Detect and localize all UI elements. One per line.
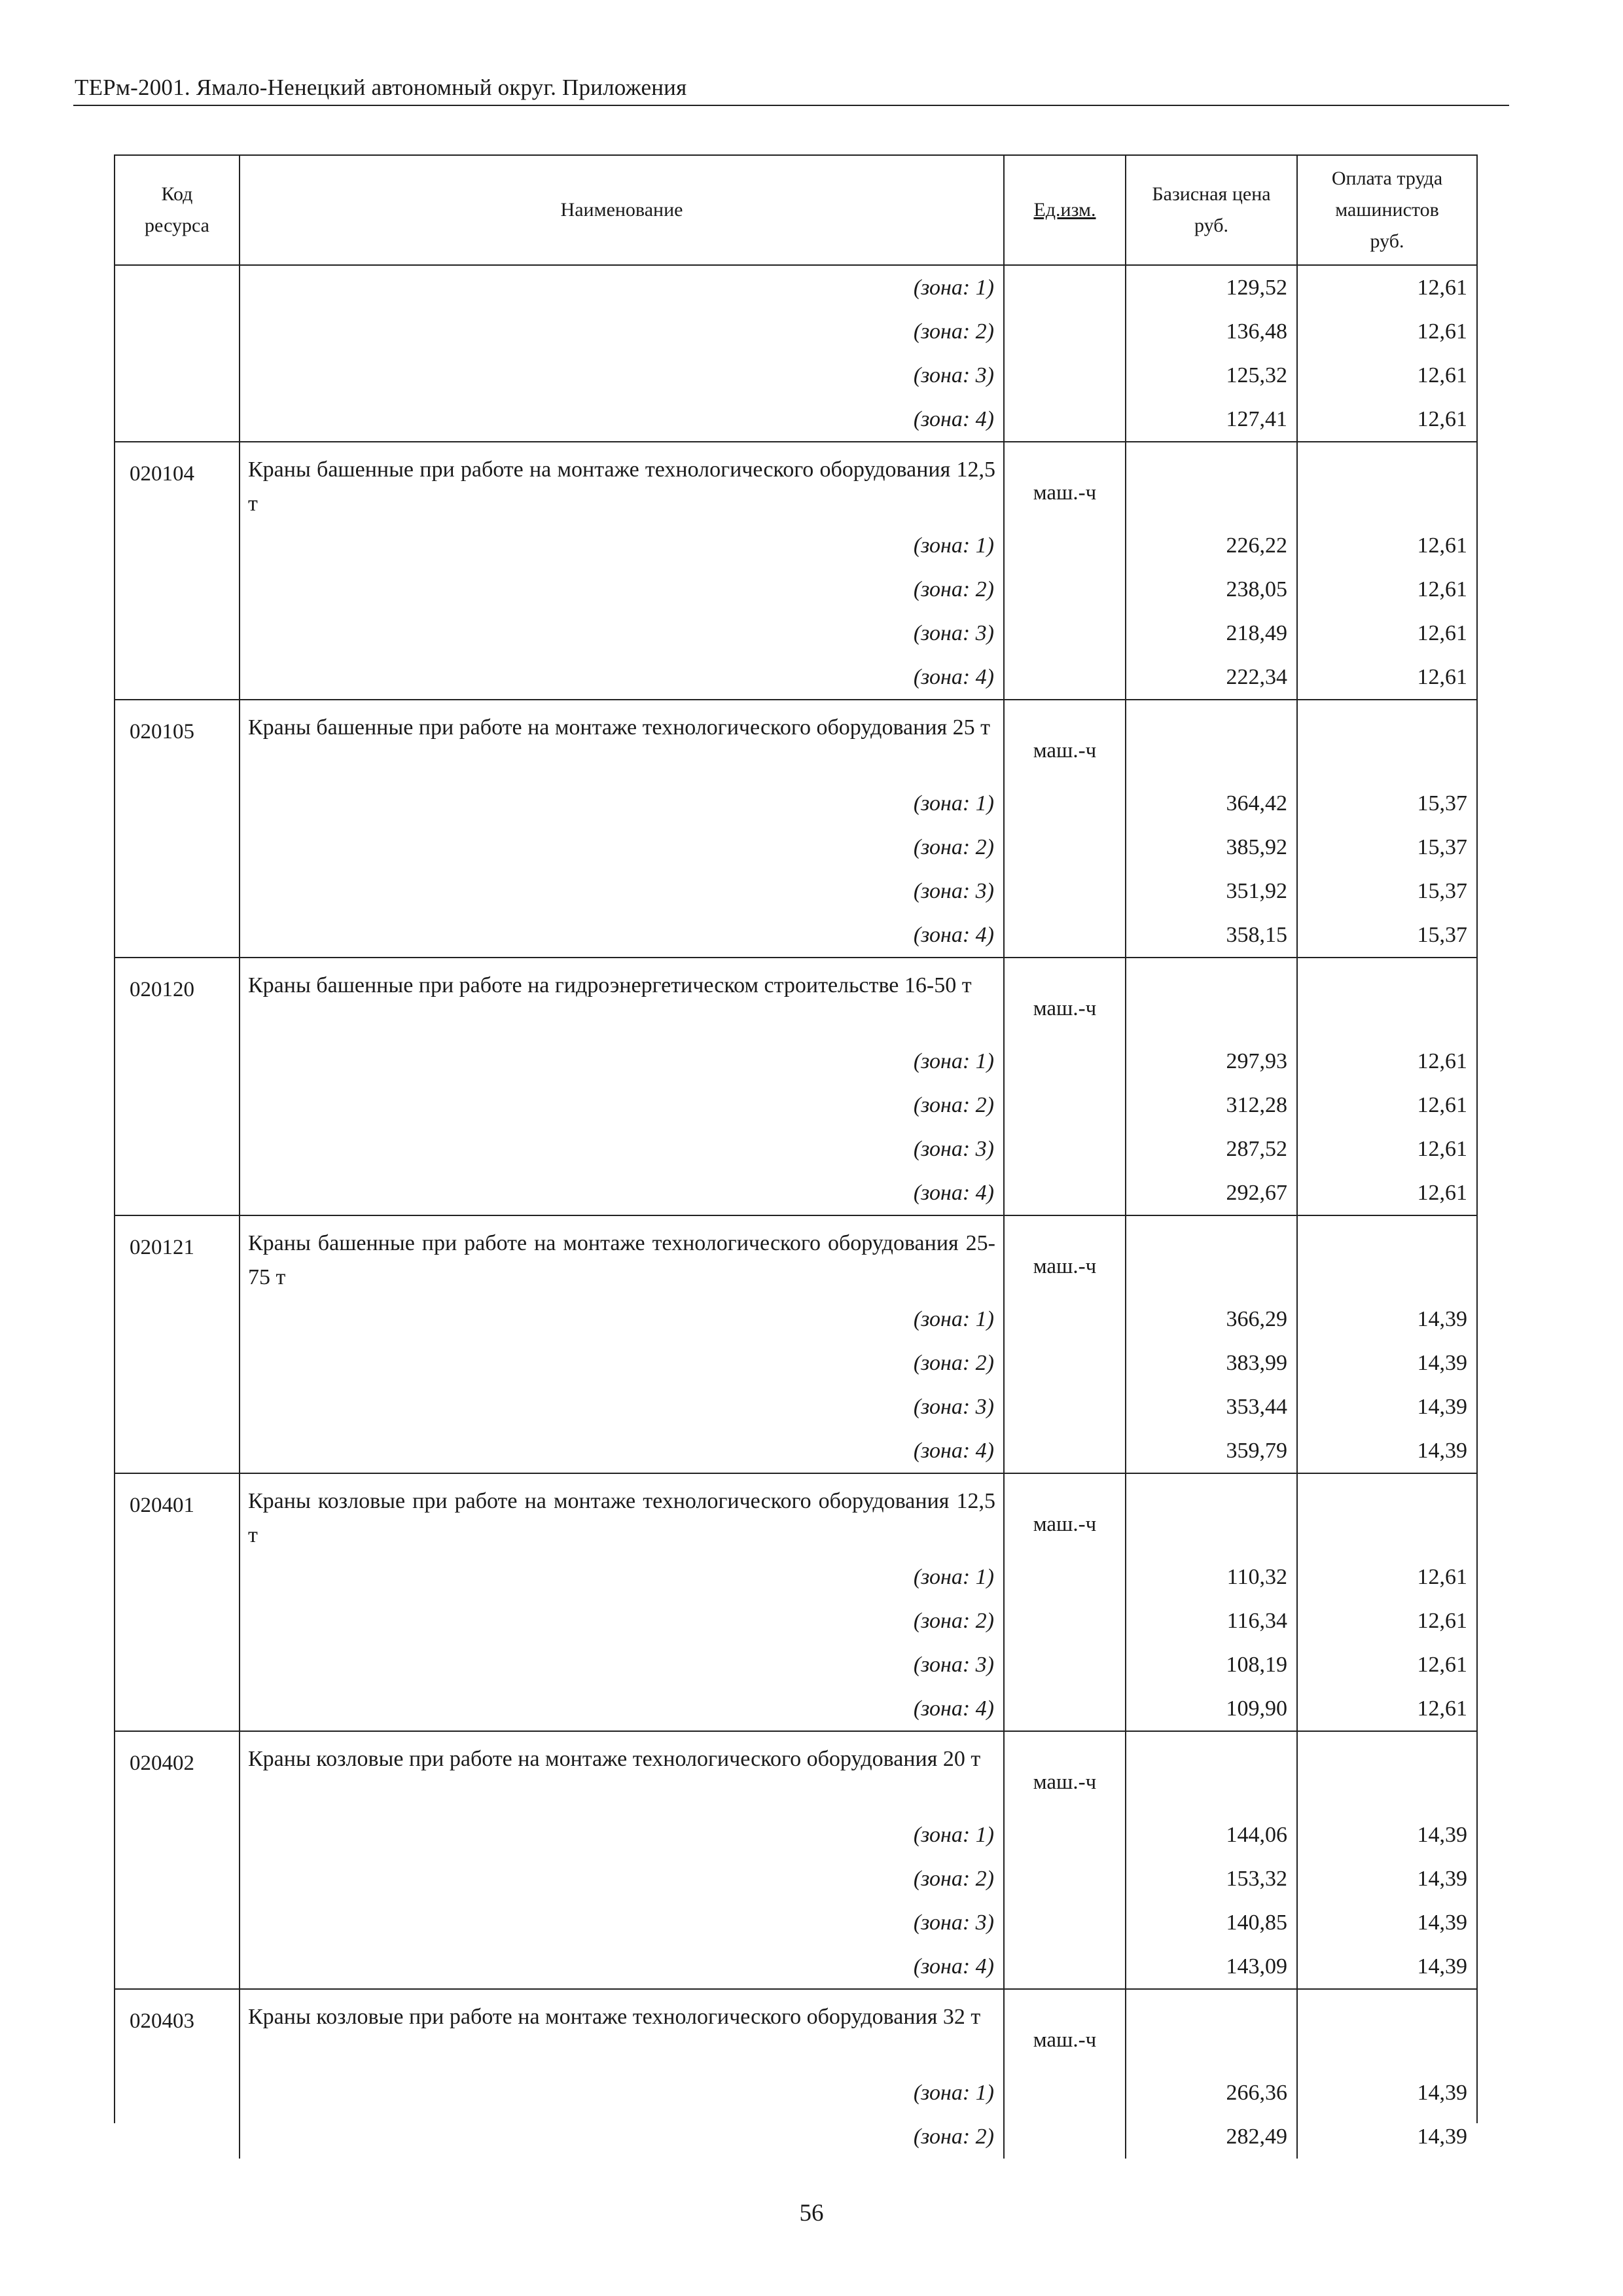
zone-unit-cell [1004, 397, 1126, 442]
zone-code-cell [115, 310, 240, 353]
zone-row [115, 1039, 1476, 1083]
resource-pay-cell [1297, 442, 1476, 524]
zone-unit-cell [1004, 1429, 1126, 1473]
zone-label: (зона: 3) [240, 611, 1004, 655]
zone-unit-cell [1004, 1857, 1126, 1901]
zone-unit-cell [1004, 825, 1126, 869]
base-price-value: 109,90 [1126, 1687, 1297, 1731]
operator-pay-value: 14,39 [1297, 2115, 1476, 2159]
operator-pay-value: 12,61 [1297, 1127, 1476, 1171]
base-price-value: 238,05 [1126, 567, 1297, 611]
base-price-value: 385,92 [1126, 825, 1297, 869]
zone-label: (зона: 3) [240, 1385, 1004, 1429]
operator-pay-value: 12,61 [1297, 310, 1476, 353]
column-header-price-line: руб. [1194, 215, 1228, 236]
zone-row [115, 1599, 1476, 1643]
base-price-value: 129,52 [1126, 265, 1297, 310]
zone-unit-cell [1004, 1297, 1126, 1341]
base-price-value: 218,49 [1126, 611, 1297, 655]
zone-label: (зона: 1) [240, 1555, 1004, 1599]
zone-code-cell [115, 1429, 240, 1473]
operator-pay-value: 12,61 [1297, 655, 1476, 700]
zone-unit-cell [1004, 1127, 1126, 1171]
zone-row [115, 1687, 1476, 1731]
base-price-value: 364,42 [1126, 781, 1297, 825]
operator-pay-value: 12,61 [1297, 1039, 1476, 1083]
column-header-pay-line: руб. [1370, 230, 1404, 252]
operator-pay-value: 12,61 [1297, 265, 1476, 310]
resource-pay-cell [1297, 1989, 1476, 2071]
base-price-value: 366,29 [1126, 1297, 1297, 1341]
operator-pay-value: 12,61 [1297, 1643, 1476, 1687]
base-price-value: 358,15 [1126, 913, 1297, 958]
zone-unit-cell [1004, 353, 1126, 397]
zone-row [115, 2071, 1476, 2115]
operator-pay-value: 12,61 [1297, 611, 1476, 655]
zone-label: (зона: 2) [240, 567, 1004, 611]
column-header-code-line: Код [161, 183, 193, 205]
column-header-code-line: ресурса [145, 215, 209, 236]
resource-unit: маш.-ч [1004, 1989, 1126, 2071]
zone-unit-cell [1004, 1555, 1126, 1599]
table-header [115, 156, 1476, 265]
resource-name: Краны башенные при работе на монтаже технологического оборудования 25 т [240, 700, 1004, 781]
resource-pay-cell [1297, 1473, 1476, 1555]
resource-price-cell [1126, 1215, 1297, 1297]
zone-label: (зона: 4) [240, 1945, 1004, 1989]
operator-pay-value: 15,37 [1297, 781, 1476, 825]
zone-code-cell [115, 1813, 240, 1857]
zone-code-cell [115, 825, 240, 869]
operator-pay-value: 14,39 [1297, 1429, 1476, 1473]
zone-unit-cell [1004, 1341, 1126, 1385]
zone-code-cell [115, 869, 240, 913]
resource-price-cell [1126, 1731, 1297, 1813]
zone-code-cell [115, 1297, 240, 1341]
operator-pay-value: 14,39 [1297, 1857, 1476, 1901]
zone-label: (зона: 2) [240, 2115, 1004, 2159]
zone-label: (зона: 2) [240, 1599, 1004, 1643]
zone-code-cell [115, 1857, 240, 1901]
zone-unit-cell [1004, 1643, 1126, 1687]
zone-code-cell [115, 567, 240, 611]
zone-unit-cell [1004, 310, 1126, 353]
resource-unit: маш.-ч [1004, 700, 1126, 781]
resource-unit: маш.-ч [1004, 1473, 1126, 1555]
zone-label: (зона: 4) [240, 1171, 1004, 1215]
zone-code-cell [115, 265, 240, 310]
resource-row [115, 1989, 1476, 2071]
operator-pay-value: 14,39 [1297, 1945, 1476, 1989]
resource-price-cell [1126, 1473, 1297, 1555]
base-price-value: 140,85 [1126, 1901, 1297, 1945]
zone-unit-cell [1004, 913, 1126, 958]
zone-label: (зона: 4) [240, 913, 1004, 958]
resource-row [115, 442, 1476, 524]
resource-code: 020104 [115, 442, 240, 524]
zone-unit-cell [1004, 1945, 1126, 1989]
zone-label: (зона: 3) [240, 869, 1004, 913]
zone-label: (зона: 2) [240, 1341, 1004, 1385]
zone-label: (зона: 4) [240, 655, 1004, 700]
operator-pay-value: 12,61 [1297, 397, 1476, 442]
zone-row [115, 1901, 1476, 1945]
zone-label: (зона: 1) [240, 1039, 1004, 1083]
price-table-container [114, 154, 1478, 2149]
resource-name: Краны башенные при работе на монтаже технологического оборудования 12,5 т [240, 442, 1004, 524]
zone-row [115, 611, 1476, 655]
zone-code-cell [115, 2115, 240, 2159]
zone-code-cell [115, 1385, 240, 1429]
column-header-pay [1297, 156, 1476, 265]
zone-row [115, 1429, 1476, 1473]
resource-unit: маш.-ч [1004, 1731, 1126, 1813]
zone-row [115, 869, 1476, 913]
base-price-value: 282,49 [1126, 2115, 1297, 2159]
zone-code-cell [115, 655, 240, 700]
zone-code-cell [115, 397, 240, 442]
resource-code: 020403 [115, 1989, 240, 2071]
header-rule [73, 105, 1509, 106]
resource-name: Краны козловые при работе на монтаже технологического оборудования 20 т [240, 1731, 1004, 1813]
base-price-value: 143,09 [1126, 1945, 1297, 1989]
operator-pay-value: 12,61 [1297, 524, 1476, 567]
base-price-value: 108,19 [1126, 1643, 1297, 1687]
price-table [115, 156, 1476, 2159]
zone-label: (зона: 2) [240, 1083, 1004, 1127]
resource-row [115, 1473, 1476, 1555]
zone-code-cell [115, 353, 240, 397]
base-price-value: 312,28 [1126, 1083, 1297, 1127]
zone-code-cell [115, 1555, 240, 1599]
column-header-name: Наименование [240, 156, 1004, 265]
base-price-value: 136,48 [1126, 310, 1297, 353]
base-price-value: 287,52 [1126, 1127, 1297, 1171]
column-header-price-line: Базисная цена [1152, 183, 1271, 205]
zone-row [115, 1945, 1476, 1989]
zone-row [115, 1341, 1476, 1385]
resource-name: Краны козловые при работе на монтаже технологического оборудования 12,5 т [240, 1473, 1004, 1555]
operator-pay-value: 12,61 [1297, 353, 1476, 397]
base-price-value: 125,32 [1126, 353, 1297, 397]
zone-unit-cell [1004, 1039, 1126, 1083]
zone-code-cell [115, 781, 240, 825]
column-header-unit: Ед.изм. [1004, 156, 1126, 265]
base-price-value: 144,06 [1126, 1813, 1297, 1857]
zone-row [115, 1083, 1476, 1127]
resource-code: 020401 [115, 1473, 240, 1555]
resource-pay-cell [1297, 700, 1476, 781]
zone-code-cell [115, 1127, 240, 1171]
operator-pay-value: 14,39 [1297, 1813, 1476, 1857]
zone-code-cell [115, 1945, 240, 1989]
zone-label: (зона: 3) [240, 1643, 1004, 1687]
zone-label: (зона: 4) [240, 1429, 1004, 1473]
resource-unit: маш.-ч [1004, 958, 1126, 1039]
resource-pay-cell [1297, 958, 1476, 1039]
operator-pay-value: 14,39 [1297, 1385, 1476, 1429]
base-price-value: 266,36 [1126, 2071, 1297, 2115]
base-price-value: 359,79 [1126, 1429, 1297, 1473]
zone-row [115, 913, 1476, 958]
zone-unit-cell [1004, 1687, 1126, 1731]
zone-unit-cell [1004, 2071, 1126, 2115]
zone-label: (зона: 1) [240, 265, 1004, 310]
operator-pay-value: 12,61 [1297, 567, 1476, 611]
operator-pay-value: 14,39 [1297, 2071, 1476, 2115]
zone-code-cell [115, 1083, 240, 1127]
zone-row [115, 1813, 1476, 1857]
base-price-value: 353,44 [1126, 1385, 1297, 1429]
resource-code: 020121 [115, 1215, 240, 1297]
operator-pay-value: 14,39 [1297, 1901, 1476, 1945]
zone-row [115, 1127, 1476, 1171]
zone-label: (зона: 1) [240, 2071, 1004, 2115]
zone-label: (зона: 2) [240, 825, 1004, 869]
resource-name: Краны козловые при работе на монтаже технологического оборудования 32 т [240, 1989, 1004, 2071]
base-price-value: 226,22 [1126, 524, 1297, 567]
zone-row [115, 397, 1476, 442]
zone-unit-cell [1004, 1171, 1126, 1215]
resource-name: Краны башенные при работе на монтаже технологического оборудования 25-75 т [240, 1215, 1004, 1297]
resource-unit: маш.-ч [1004, 1215, 1126, 1297]
zone-code-cell [115, 1901, 240, 1945]
zone-label: (зона: 1) [240, 524, 1004, 567]
zone-code-cell [115, 1341, 240, 1385]
zone-row [115, 1297, 1476, 1341]
base-price-value: 222,34 [1126, 655, 1297, 700]
zone-code-cell [115, 1643, 240, 1687]
running-header: ТЕРм-2001. Ямало-Ненецкий автономный округ. Приложения [75, 75, 687, 100]
zone-unit-cell [1004, 1599, 1126, 1643]
zone-row [115, 310, 1476, 353]
operator-pay-value: 12,61 [1297, 1171, 1476, 1215]
zone-unit-cell [1004, 567, 1126, 611]
resource-code: 020105 [115, 700, 240, 781]
operator-pay-value: 15,37 [1297, 825, 1476, 869]
zone-row [115, 781, 1476, 825]
zone-label: (зона: 1) [240, 781, 1004, 825]
operator-pay-value: 12,61 [1297, 1687, 1476, 1731]
zone-unit-cell [1004, 611, 1126, 655]
operator-pay-value: 15,37 [1297, 913, 1476, 958]
operator-pay-value: 15,37 [1297, 869, 1476, 913]
zone-row [115, 353, 1476, 397]
zone-label: (зона: 3) [240, 1127, 1004, 1171]
zone-label: (зона: 3) [240, 1901, 1004, 1945]
resource-row [115, 700, 1476, 781]
base-price-value: 383,99 [1126, 1341, 1297, 1385]
zone-unit-cell [1004, 1901, 1126, 1945]
resource-name: Краны башенные при работе на гидроэнергетическом строительстве 16-50 т [240, 958, 1004, 1039]
column-header-code [115, 156, 240, 265]
resource-price-cell [1126, 958, 1297, 1039]
zone-row [115, 1171, 1476, 1215]
zone-code-cell [115, 1171, 240, 1215]
base-price-value: 351,92 [1126, 869, 1297, 913]
resource-price-cell [1126, 1989, 1297, 2071]
column-header-pay-line: Оплата труда [1331, 168, 1443, 189]
zone-code-cell [115, 1687, 240, 1731]
zone-label: (зона: 2) [240, 310, 1004, 353]
resource-price-cell [1126, 700, 1297, 781]
zone-code-cell [115, 1599, 240, 1643]
resource-unit: маш.-ч [1004, 442, 1126, 524]
base-price-value: 153,32 [1126, 1857, 1297, 1901]
zone-label: (зона: 1) [240, 1813, 1004, 1857]
zone-code-cell [115, 611, 240, 655]
zone-row [115, 1857, 1476, 1901]
zone-code-cell [115, 2071, 240, 2115]
zone-unit-cell [1004, 524, 1126, 567]
zone-row [115, 1555, 1476, 1599]
zone-code-cell [115, 1039, 240, 1083]
zone-row [115, 2115, 1476, 2159]
base-price-value: 127,41 [1126, 397, 1297, 442]
base-price-value: 297,93 [1126, 1039, 1297, 1083]
zone-code-cell [115, 913, 240, 958]
base-price-value: 110,32 [1126, 1555, 1297, 1599]
zone-unit-cell [1004, 1813, 1126, 1857]
operator-pay-value: 12,61 [1297, 1555, 1476, 1599]
resource-row [115, 1731, 1476, 1813]
zone-label: (зона: 2) [240, 1857, 1004, 1901]
operator-pay-value: 12,61 [1297, 1599, 1476, 1643]
zone-label: (зона: 4) [240, 1687, 1004, 1731]
operator-pay-value: 14,39 [1297, 1297, 1476, 1341]
zone-row [115, 825, 1476, 869]
zone-label: (зона: 3) [240, 353, 1004, 397]
zone-unit-cell [1004, 655, 1126, 700]
base-price-value: 292,67 [1126, 1171, 1297, 1215]
resource-pay-cell [1297, 1731, 1476, 1813]
zone-unit-cell [1004, 1385, 1126, 1429]
zone-row [115, 567, 1476, 611]
resource-row [115, 958, 1476, 1039]
zone-unit-cell [1004, 1083, 1126, 1127]
zone-row [115, 655, 1476, 700]
page-number: 56 [799, 2200, 824, 2227]
zone-code-cell [115, 524, 240, 567]
column-header-pay-line: машинистов [1335, 199, 1439, 221]
resource-code: 020120 [115, 958, 240, 1039]
zone-unit-cell [1004, 781, 1126, 825]
zone-label: (зона: 4) [240, 397, 1004, 442]
zone-unit-cell [1004, 869, 1126, 913]
resource-pay-cell [1297, 1215, 1476, 1297]
resource-row [115, 1215, 1476, 1297]
table-body [115, 265, 1476, 2159]
zone-row [115, 1385, 1476, 1429]
zone-row [115, 1643, 1476, 1687]
zone-unit-cell [1004, 265, 1126, 310]
base-price-value: 116,34 [1126, 1599, 1297, 1643]
resource-code: 020402 [115, 1731, 240, 1813]
zone-label: (зона: 1) [240, 1297, 1004, 1341]
zone-unit-cell [1004, 2115, 1126, 2159]
zone-row [115, 265, 1476, 310]
resource-price-cell [1126, 442, 1297, 524]
zone-row [115, 524, 1476, 567]
column-header-price [1126, 156, 1297, 265]
operator-pay-value: 12,61 [1297, 1083, 1476, 1127]
operator-pay-value: 14,39 [1297, 1341, 1476, 1385]
